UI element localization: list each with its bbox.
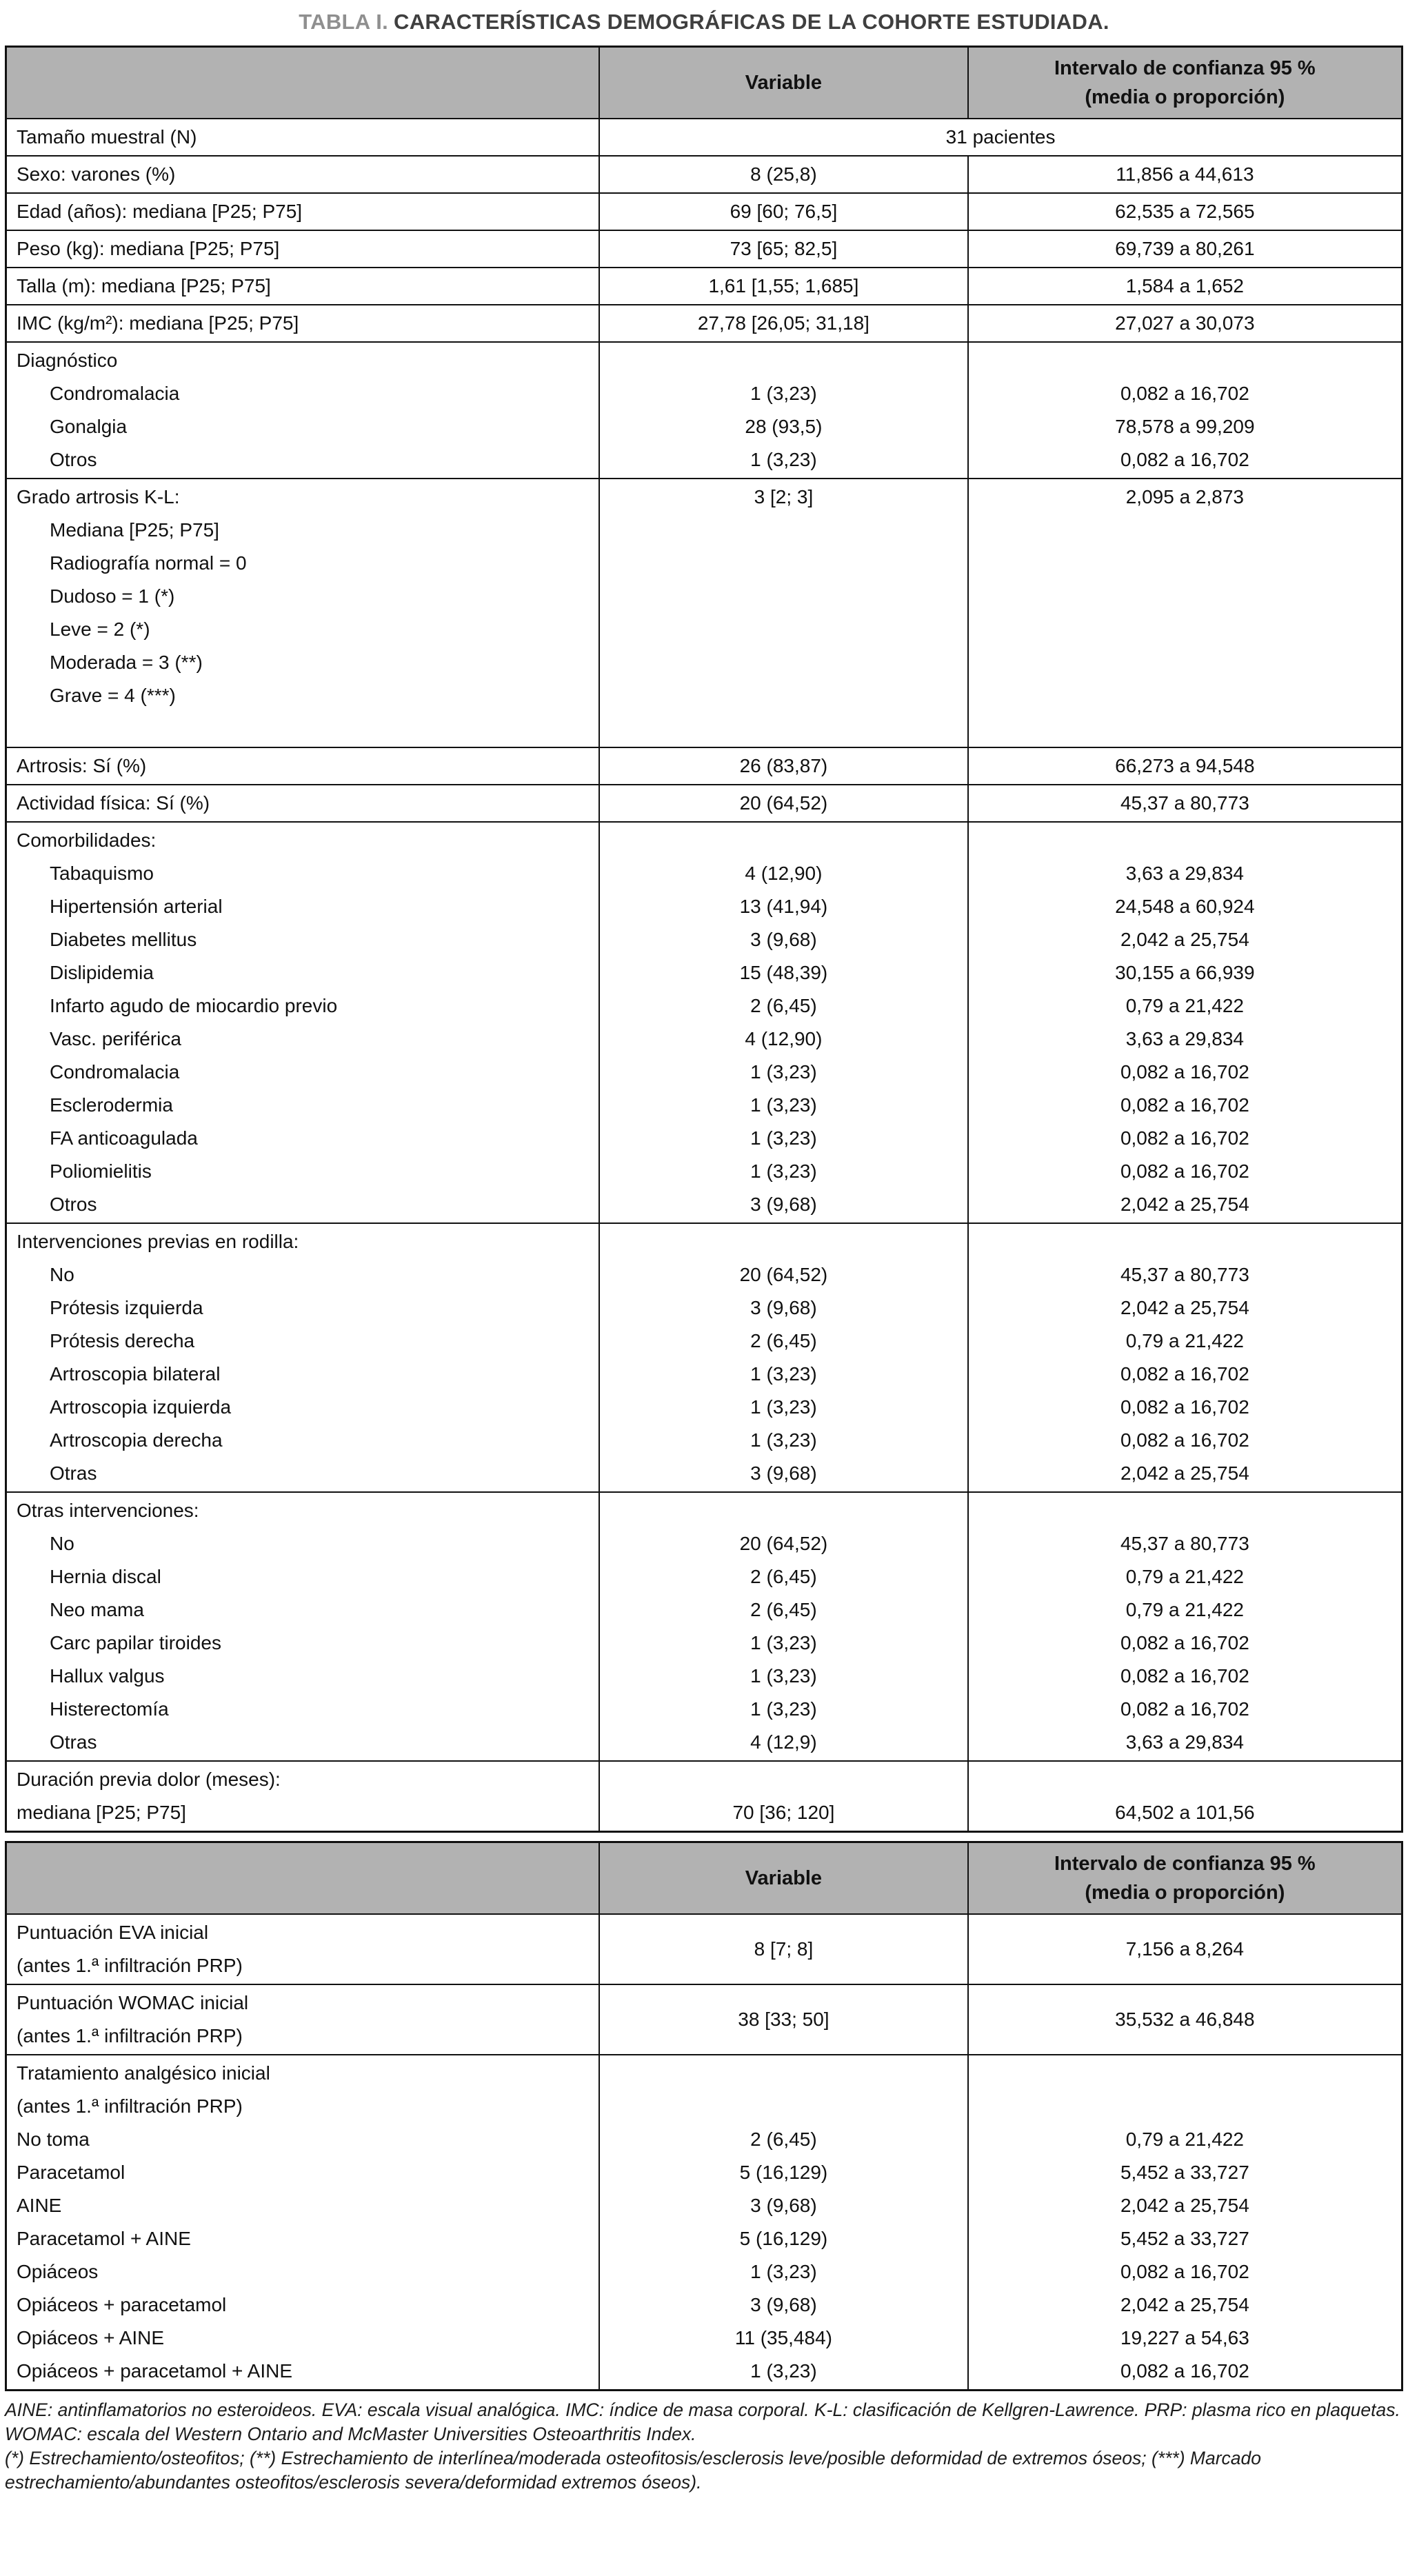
item-variable: 3 (9,68) <box>750 2195 817 2216</box>
row-ci <box>968 342 1402 479</box>
item-label: Opiáceos <box>17 2261 99 2282</box>
row-ci <box>968 1223 1402 1492</box>
table-row <box>6 1492 1402 1761</box>
table-2-body <box>6 1914 1402 2391</box>
item-ci: 3,63 a 29,834 <box>1125 1731 1244 1753</box>
item-ci: 0,082 a 16,702 <box>1120 1061 1249 1083</box>
item-label: Tabaquismo <box>50 863 154 884</box>
group-header-spacer <box>978 2057 1391 2090</box>
item-ci: 0,082 a 16,702 <box>1120 1632 1249 1653</box>
row-ci: 1,584 a 1,652 <box>968 268 1402 305</box>
item-ci: 0,79 a 21,422 <box>1125 1330 1244 1351</box>
item-label: Prótesis derecha <box>50 1330 195 1351</box>
table-row <box>6 1761 1402 1832</box>
table-row <box>6 193 1402 230</box>
item-label: Otras <box>50 1731 97 1753</box>
item-variable: 4 (12,90) <box>745 1028 823 1049</box>
item-variable: 4 (12,9) <box>750 1731 817 1753</box>
footnote-abbreviations: AINE: antinflamatorios no esteroideos. EVA: escala visual analógica. IMC: índice de masa corporal. K-L: clasificación de Kellgren-Lawrence. PRP: plasma rico en plaquetas. WOMAC: escala del Western Ontario and McMaster Universities Osteoarthritis Index. <box>5 2399 1400 2444</box>
item-variable: 1 (3,23) <box>750 1061 817 1083</box>
row-label <box>6 342 600 479</box>
item-ci: 0,082 a 16,702 <box>1120 1429 1249 1451</box>
item-label: Artroscopia derecha <box>50 1429 223 1451</box>
row-label-line: Puntuación EVA inicial <box>17 1922 209 1943</box>
row-variable: 73 [65; 82,5] <box>599 230 968 268</box>
item-label: Condromalacia <box>50 383 180 404</box>
item-ci: 0,082 a 16,702 <box>1120 1665 1249 1687</box>
row-ci: 27,027 a 30,073 <box>968 305 1402 342</box>
row-variable: 38 [33; 50] <box>599 1984 968 2055</box>
table-row <box>6 156 1402 193</box>
item-ci: 19,227 a 54,63 <box>1120 2327 1249 2348</box>
row-label: Artrosis: Sí (%) <box>6 747 600 785</box>
item-variable: 15 (48,39) <box>739 962 828 983</box>
row-variable: 26 (83,87) <box>599 747 968 785</box>
item-ci: 0,082 a 16,702 <box>1120 449 1249 470</box>
row-label: Actividad física: Sí (%) <box>6 785 600 822</box>
group-header-spacer <box>978 344 1391 377</box>
group-header-line: Intervenciones previas en rodilla: <box>17 1231 299 1252</box>
demographics-table-part-2 <box>5 1841 1403 2391</box>
item-label: Paracetamol <box>17 2162 125 2183</box>
table-row <box>6 230 1402 268</box>
row-label <box>6 2055 600 2391</box>
row-ci: 35,532 a 46,848 <box>968 1984 1402 2055</box>
item-variable: 3 (9,68) <box>750 1297 817 1318</box>
item-variable: 1 (3,23) <box>750 1396 817 1418</box>
row-variable <box>599 822 968 1223</box>
group-header-spacer <box>610 2090 958 2123</box>
header-empty-cell <box>6 47 600 119</box>
row-label <box>6 1223 600 1492</box>
item-label: Otros <box>50 449 97 470</box>
item-variable: 1 (3,23) <box>750 1429 817 1451</box>
row-variable: 8 (25,8) <box>599 156 968 193</box>
row-label-line: Duración previa dolor (meses): <box>17 1769 281 1790</box>
header-row <box>6 47 1402 119</box>
row-ci: 7,156 a 8,264 <box>968 1914 1402 1984</box>
item-label: No toma <box>17 2129 90 2150</box>
table-row <box>6 1914 1402 1984</box>
table-1-body <box>6 119 1402 1832</box>
table-title-text: CARACTERÍSTICAS DEMOGRÁFICAS DE LA COHORTE ESTUDIADA. <box>394 10 1109 34</box>
item-variable: 1 (3,23) <box>750 1094 817 1116</box>
item-variable: 13 (41,94) <box>739 896 828 917</box>
row-variable: 8 [7; 8] <box>599 1914 968 1984</box>
item-ci: 78,578 a 99,209 <box>1115 416 1255 437</box>
row-label-line: Grave = 4 (***) <box>50 685 176 706</box>
item-variable: 11 (35,484) <box>734 2327 832 2348</box>
group-header-line: Comorbilidades: <box>17 829 157 851</box>
item-label: Prótesis izquierda <box>50 1297 203 1318</box>
header-ci-line2: (media o proporción) <box>1085 1882 1285 1904</box>
row-variable: 20 (64,52) <box>599 785 968 822</box>
item-ci: 0,082 a 16,702 <box>1120 1698 1249 1720</box>
item-variable: 2 (6,45) <box>750 1330 817 1351</box>
group-header-line: Diagnóstico <box>17 350 118 371</box>
header-empty-cell <box>6 1842 600 1915</box>
header-ci-line1: Intervalo de confianza 95 % <box>1054 1853 1316 1875</box>
item-variable: 3 (9,68) <box>750 1462 817 1484</box>
item-label: Opiáceos + AINE <box>17 2327 165 2348</box>
row-label-line: (antes 1.ª infiltración PRP) <box>17 1955 243 1976</box>
row-variable: 3 [2; 3] <box>599 479 968 747</box>
item-label: Gonalgia <box>50 416 128 437</box>
row-label <box>6 1761 600 1832</box>
item-ci: 24,548 a 60,924 <box>1115 896 1255 917</box>
row-ci <box>968 822 1402 1223</box>
item-label: Esclerodermia <box>50 1094 173 1116</box>
table-row <box>6 342 1402 479</box>
item-variable: 1 (3,23) <box>750 1665 817 1687</box>
item-label: Diabetes mellitus <box>50 929 197 950</box>
item-ci: 2,042 a 25,754 <box>1120 1194 1249 1215</box>
item-label: Opiáceos + paracetamol <box>17 2294 227 2315</box>
item-label: Opiáceos + paracetamol + AINE <box>17 2360 292 2382</box>
item-ci: 0,082 a 16,702 <box>1120 1094 1249 1116</box>
item-label: Hernia discal <box>50 1566 161 1587</box>
item-ci: 2,042 a 25,754 <box>1120 2195 1249 2216</box>
row-ci: 45,37 a 80,773 <box>968 785 1402 822</box>
item-ci: 0,082 a 16,702 <box>1120 1363 1249 1385</box>
table-row <box>6 1984 1402 2055</box>
item-label: Paracetamol + AINE <box>17 2228 191 2249</box>
row-variable <box>599 1223 968 1492</box>
footnote-asterisks: (*) Estrechamiento/osteofitos; (**) Estrechamiento de interlínea/moderada osteofitosis/esclerosis leve/posible deformidad de extremos óseos; (***) Marcado estrechamiento/abundantes osteofitos/esclerosis severa/deformidad extremos óseos). <box>5 2448 1262 2493</box>
row-label-line: mediana [P25; P75] <box>17 1802 186 1823</box>
item-ci: 0,79 a 21,422 <box>1125 2129 1244 2150</box>
table-row <box>6 785 1402 822</box>
item-variable: 1 (3,23) <box>750 1632 817 1653</box>
row-label-line: Mediana [P25; P75] <box>50 519 219 541</box>
item-label: Histerectomía <box>50 1698 169 1720</box>
item-variable: 4 (12,90) <box>745 863 823 884</box>
table-title <box>5 10 1403 34</box>
row-label <box>6 1984 600 2055</box>
item-variable: 28 (93,5) <box>745 416 823 437</box>
header-row <box>6 1842 1402 1915</box>
item-label: Condromalacia <box>50 1061 180 1083</box>
table-row <box>6 479 1402 747</box>
item-label: AINE <box>17 2195 62 2216</box>
item-variable: 1 (3,23) <box>750 1363 817 1385</box>
item-variable: 3 (9,68) <box>750 1194 817 1215</box>
row-label: Peso (kg): mediana [P25; P75] <box>6 230 600 268</box>
group-header-line: Tratamiento analgésico inicial <box>17 2062 270 2084</box>
item-label: Neo mama <box>50 1599 144 1620</box>
item-ci: 0,79 a 21,422 <box>1125 995 1244 1016</box>
item-variable: 5 (16,129) <box>739 2228 828 2249</box>
table-row <box>6 2055 1402 2391</box>
row-label: Talla (m): mediana [P25; P75] <box>6 268 600 305</box>
group-header-line: Otras intervenciones: <box>17 1500 199 1521</box>
item-ci: 0,082 a 16,702 <box>1120 1127 1249 1149</box>
row-label-line: Dudoso = 1 (*) <box>50 585 175 607</box>
row-variable: 1,61 [1,55; 1,685] <box>599 268 968 305</box>
item-label: Artroscopia izquierda <box>50 1396 232 1418</box>
row-ci: 66,273 a 94,548 <box>968 747 1402 785</box>
group-header-spacer <box>610 2057 958 2090</box>
row-variable: 70 [36; 120] <box>599 1761 968 1832</box>
table-title-label: TABLA I. <box>299 10 389 34</box>
item-ci: 5,452 a 33,727 <box>1120 2162 1249 2183</box>
item-ci: 0,082 a 16,702 <box>1120 383 1249 404</box>
item-ci: 0,082 a 16,702 <box>1120 2261 1249 2282</box>
row-label-line: Leve = 2 (*) <box>50 618 150 640</box>
table-row <box>6 305 1402 342</box>
item-ci: 0,082 a 16,702 <box>1120 1160 1249 1182</box>
header-ci-line1: Intervalo de confianza 95 % <box>1054 57 1316 79</box>
item-label: Dislipidemia <box>50 962 154 983</box>
item-variable: 1 (3,23) <box>750 2261 817 2282</box>
table-row <box>6 268 1402 305</box>
group-header-spacer <box>610 1225 958 1258</box>
row-label-line: Puntuación WOMAC inicial <box>17 1992 249 2013</box>
item-variable: 1 (3,23) <box>750 383 817 404</box>
row-label-line: Moderada = 3 (**) <box>50 652 203 673</box>
group-header-spacer <box>978 1225 1391 1258</box>
table-row <box>6 747 1402 785</box>
item-ci: 0,79 a 21,422 <box>1125 1599 1244 1620</box>
item-ci: 2,042 a 25,754 <box>1120 1462 1249 1484</box>
group-header-line: (antes 1.ª infiltración PRP) <box>17 2095 243 2117</box>
item-ci: 30,155 a 66,939 <box>1115 962 1255 983</box>
item-ci: 5,452 a 33,727 <box>1120 2228 1249 2249</box>
row-label <box>6 1914 600 1984</box>
row-ci <box>968 1492 1402 1761</box>
item-variable: 1 (3,23) <box>750 2360 817 2382</box>
row-label <box>6 822 600 1223</box>
item-label: Vasc. periférica <box>50 1028 181 1049</box>
item-label: Poliomielitis <box>50 1160 152 1182</box>
item-ci: 2,042 a 25,754 <box>1120 1297 1249 1318</box>
row-ci: 69,739 a 80,261 <box>968 230 1402 268</box>
item-ci: 45,37 a 80,773 <box>1120 1264 1249 1285</box>
row-ci: 2,095 a 2,873 <box>968 479 1402 747</box>
row-variable <box>599 1492 968 1761</box>
item-ci: 3,63 a 29,834 <box>1125 863 1244 884</box>
item-variable: 3 (9,68) <box>750 929 817 950</box>
row-label: Edad (años): mediana [P25; P75] <box>6 193 600 230</box>
table-row <box>6 119 1402 156</box>
item-label: Otras <box>50 1462 97 1484</box>
group-header-spacer <box>610 824 958 857</box>
item-label: Infarto agudo de miocardio previo <box>50 995 338 1016</box>
demographics-table-part-1 <box>5 46 1403 1833</box>
group-header-spacer <box>978 824 1391 857</box>
group-header-spacer <box>610 344 958 377</box>
row-span-value: 31 pacientes <box>599 119 1402 156</box>
item-variable: 3 (9,68) <box>750 2294 817 2315</box>
row-variable: 69 [60; 76,5] <box>599 193 968 230</box>
row-label: Tamaño muestral (N) <box>6 119 600 156</box>
header-confidence-interval <box>968 47 1402 119</box>
header-ci-line2: (media o proporción) <box>1085 86 1285 108</box>
group-header-spacer <box>610 1494 958 1527</box>
item-variable: 20 (64,52) <box>739 1533 828 1554</box>
item-variable: 5 (16,129) <box>739 2162 828 2183</box>
item-variable: 2 (6,45) <box>750 995 817 1016</box>
row-variable: 27,78 [26,05; 31,18] <box>599 305 968 342</box>
item-label: Carc papilar tiroides <box>50 1632 221 1653</box>
item-ci: 2,042 a 25,754 <box>1120 2294 1249 2315</box>
row-label-line: (antes 1.ª infiltración PRP) <box>17 2025 243 2046</box>
item-label: No <box>50 1264 74 1285</box>
item-label: FA anticoagulada <box>50 1127 198 1149</box>
item-ci: 0,082 a 16,702 <box>1120 2360 1249 2382</box>
row-label <box>6 1492 600 1761</box>
row-ci: 62,535 a 72,565 <box>968 193 1402 230</box>
item-variable: 20 (64,52) <box>739 1264 828 1285</box>
row-variable <box>599 2055 968 2391</box>
table-row <box>6 822 1402 1223</box>
item-variable: 2 (6,45) <box>750 1566 817 1587</box>
item-variable: 1 (3,23) <box>750 449 817 470</box>
item-label: Otros <box>50 1194 97 1215</box>
header-confidence-interval <box>968 1842 1402 1915</box>
group-header-spacer <box>978 2090 1391 2123</box>
row-label <box>6 479 600 747</box>
row-label-line: Grado artrosis K-L: <box>17 486 180 507</box>
row-ci: 64,502 a 101,56 <box>968 1761 1402 1832</box>
item-variable: 2 (6,45) <box>750 2129 817 2150</box>
header-variable: Variable <box>599 1842 968 1915</box>
header-variable: Variable <box>599 47 968 119</box>
row-ci: 11,856 a 44,613 <box>968 156 1402 193</box>
row-label-line <box>17 712 589 745</box>
table-separator <box>5 1833 1403 1841</box>
item-label: Hipertensión arterial <box>50 896 223 917</box>
row-label: IMC (kg/m²): mediana [P25; P75] <box>6 305 600 342</box>
table-row <box>6 1223 1402 1492</box>
item-ci: 0,082 a 16,702 <box>1120 1396 1249 1418</box>
item-ci: 45,37 a 80,773 <box>1120 1533 1249 1554</box>
item-ci: 3,63 a 29,834 <box>1125 1028 1244 1049</box>
group-header-spacer <box>978 1494 1391 1527</box>
item-variable: 2 (6,45) <box>750 1599 817 1620</box>
row-label-line: Radiografía normal = 0 <box>50 552 247 574</box>
row-label: Sexo: varones (%) <box>6 156 600 193</box>
item-variable: 1 (3,23) <box>750 1160 817 1182</box>
footnotes <box>5 2398 1403 2495</box>
item-label: Hallux valgus <box>50 1665 165 1687</box>
item-variable: 1 (3,23) <box>750 1698 817 1720</box>
item-ci: 2,042 a 25,754 <box>1120 929 1249 950</box>
item-label: No <box>50 1533 74 1554</box>
item-ci: 0,79 a 21,422 <box>1125 1566 1244 1587</box>
item-label: Artroscopia bilateral <box>50 1363 221 1385</box>
item-variable: 1 (3,23) <box>750 1127 817 1149</box>
row-variable <box>599 342 968 479</box>
row-ci <box>968 2055 1402 2391</box>
